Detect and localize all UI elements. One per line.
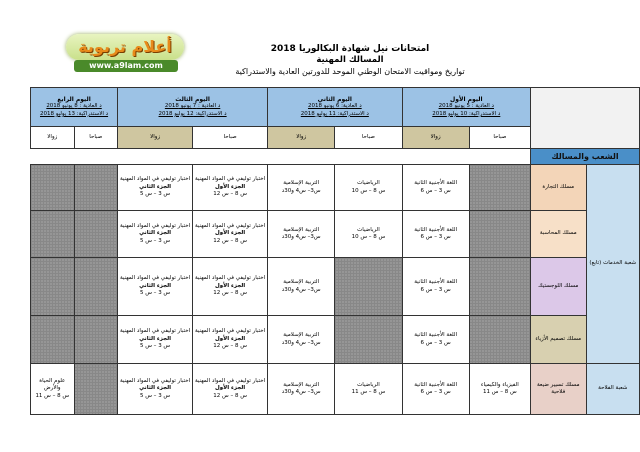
tracks-header: الشعب والمسالك bbox=[531, 149, 640, 165]
exam-schedule-table bbox=[30, 87, 640, 415]
no-exam-cell bbox=[335, 316, 402, 364]
shift-morning: صباحا bbox=[193, 127, 268, 149]
exam-cell: علوم الحياة والأرض س 8 – س 11 bbox=[31, 364, 75, 415]
exam-cell: اختبار توليفي في المواد المهنية الجزء الأول س 8 – س 12 bbox=[193, 316, 268, 364]
no-exam-cell bbox=[469, 211, 530, 258]
day-normal-date: د العادية : 8 يونيو 2018 bbox=[46, 103, 102, 110]
day-name: اليوم الثالث bbox=[175, 95, 210, 103]
shift-morning: صباحا bbox=[74, 127, 118, 149]
shift-morning: صباحا bbox=[335, 127, 402, 149]
day-2-header bbox=[268, 88, 402, 127]
exam-cell: اللغة الأجنبية الثانية س 3 – س 6 bbox=[402, 258, 469, 316]
exam-cell: اختبار توليفي في المواد المهنية الجزء الأول س 8 – س 12 bbox=[193, 211, 268, 258]
spacer bbox=[31, 149, 531, 165]
track-fashion-design: مسلك تصميم الأزياء bbox=[531, 316, 586, 364]
day-3-header bbox=[118, 88, 268, 127]
no-exam-cell bbox=[74, 165, 118, 211]
shift-evening: زوالا bbox=[268, 127, 335, 149]
no-exam-cell bbox=[31, 165, 75, 211]
no-exam-cell bbox=[335, 258, 402, 316]
exam-cell: اختبار توليفي في المواد المهنية الجزء الثاني س 3 – س 5 bbox=[118, 316, 193, 364]
no-exam-cell bbox=[74, 364, 118, 415]
exam-cell: الرياضيات س 8 – س 10 bbox=[335, 165, 402, 211]
logo-badge bbox=[66, 34, 184, 60]
branch-agriculture: شعبة الفلاحة bbox=[586, 364, 640, 415]
exam-cell: التربية الإسلامية س3– س4 و30د bbox=[268, 316, 335, 364]
day-makeup-date: د الاستدراكية: 11 يوليو 2018 bbox=[300, 110, 369, 117]
title-main: امتحانات نيل شهادة البكالوريا 2018 bbox=[270, 44, 430, 54]
exam-cell: اللغة الأجنبية الثانية س 3 – س 6 bbox=[402, 165, 469, 211]
day-4-header bbox=[31, 88, 118, 127]
day-normal-date: د العادية : 7 يونيو 2018 bbox=[164, 103, 221, 110]
exam-cell: اختبار توليفي في المواد المهنية الجزء الأول س 8 – س 12 bbox=[193, 165, 268, 211]
no-exam-cell bbox=[74, 316, 118, 364]
exam-cell: الرياضيات س 8 – س 11 bbox=[335, 364, 402, 415]
shift-evening: زوالا bbox=[31, 127, 75, 149]
shift-evening: زوالا bbox=[118, 127, 193, 149]
no-exam-cell bbox=[74, 211, 118, 258]
exam-cell: اختبار توليفي في المواد المهنية الجزء الثاني س 3 – س 5 bbox=[118, 165, 193, 211]
exam-cell: اختبار توليفي في المواد المهنية الجزء الثاني س 3 – س 5 bbox=[118, 364, 193, 415]
exam-cell: التربية الإسلامية س3– س4 و30د bbox=[268, 258, 335, 316]
no-exam-cell bbox=[469, 316, 530, 364]
exam-cell: اللغة الأجنبية الثانية س 3 – س 6 bbox=[402, 364, 469, 415]
shift-evening: زوالا bbox=[402, 127, 469, 149]
no-exam-cell bbox=[31, 316, 75, 364]
exam-cell: التربية الإسلامية س3– س4 و30د bbox=[268, 165, 335, 211]
track-commerce: مسلك التجارة bbox=[531, 165, 586, 211]
shift-morning: صباحا bbox=[469, 127, 530, 149]
title-sub: المسالك المهنية bbox=[316, 55, 384, 65]
day-makeup-date: د الاستدراكية: 10 يوليو 2018 bbox=[432, 110, 501, 117]
no-exam-cell bbox=[469, 258, 530, 316]
exam-cell: التربية الإسلامية س3– س4 و30د bbox=[268, 364, 335, 415]
exam-cell: اللغة الأجنبية الثانية س 3 – س 6 bbox=[402, 316, 469, 364]
exam-cell: اختبار توليفي في المواد المهنية الجزء الأول س 8 – س 12 bbox=[193, 258, 268, 316]
exam-cell: اللغة الأجنبية الثانية س 3 – س 6 bbox=[402, 211, 469, 258]
day-name: اليوم الأول bbox=[450, 95, 483, 103]
site-logo[interactable] bbox=[66, 34, 184, 74]
day-1-header bbox=[402, 88, 530, 127]
exam-cell: اختبار توليفي في المواد المهنية الجزء الثاني س 3 – س 5 bbox=[118, 211, 193, 258]
no-exam-cell bbox=[31, 258, 75, 316]
track-farm-management: مسلك تسيير ضيعة فلاحية bbox=[531, 364, 586, 415]
exam-cell: اختبار توليفي في المواد المهنية الجزء الثاني س 3 – س 5 bbox=[118, 258, 193, 316]
document-titles bbox=[180, 44, 520, 77]
exam-cell: اختبار توليفي في المواد المهنية الجزء الأول س 8 – س 12 bbox=[193, 364, 268, 415]
day-normal-date: د العادية: 6 يونيو 2018 bbox=[307, 103, 362, 110]
branch-services: شعبة الخدمات (تابع) bbox=[586, 165, 640, 364]
day-makeup-date: د الاستدراكية: 13 يوليو 2018 bbox=[39, 110, 109, 117]
no-exam-cell bbox=[469, 165, 530, 211]
day-normal-date: د العادية : 5 يونيو 2018 bbox=[438, 103, 494, 110]
track-logistics: مسلك اللوجستيك bbox=[531, 258, 586, 316]
day-name: اليوم الرابع bbox=[57, 95, 91, 103]
no-exam-cell bbox=[74, 258, 118, 316]
no-exam-cell bbox=[31, 211, 75, 258]
day-makeup-date: د الاستدراكية: 12 يوليو 2018 bbox=[158, 110, 227, 117]
exam-cell: التربية الإسلامية س3– س4 و30د bbox=[268, 211, 335, 258]
logo-text: أعلام تربوية bbox=[78, 37, 172, 56]
corner-empty bbox=[531, 88, 640, 149]
exam-cell: الرياضيات س 8 – س 10 bbox=[335, 211, 402, 258]
track-accounting: مسلك المحاسبة bbox=[531, 211, 586, 258]
exam-cell: الفيزياء والكيمياء س 8 – س 11 bbox=[469, 364, 530, 415]
logo-url: www.a9lam.com bbox=[74, 60, 178, 72]
title-desc: تواريخ ومواقيت الامتحان الوطني الموحد للدورتين العادية والاستدراكية bbox=[235, 67, 465, 76]
day-name: اليوم الثاني bbox=[317, 95, 352, 103]
